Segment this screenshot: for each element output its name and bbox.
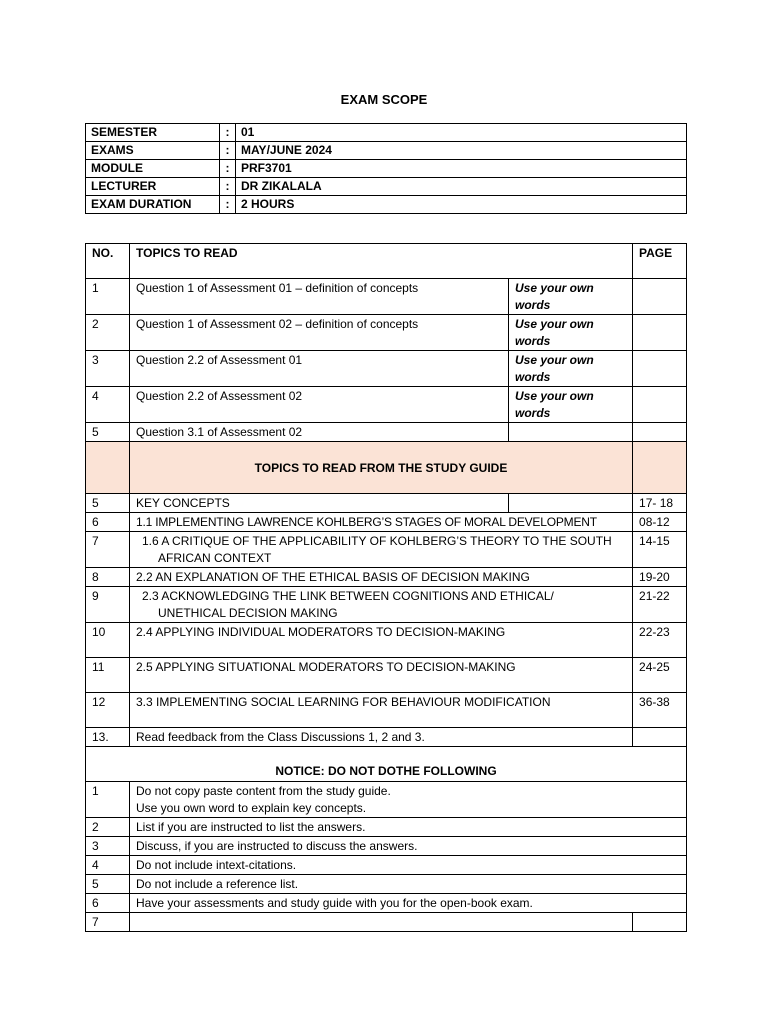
- row-page: 19-20: [633, 568, 687, 587]
- row-note: Use your own words: [509, 315, 633, 351]
- table-row: [86, 587, 687, 623]
- row-notice: Discuss, if you are instructed to discuss the answers.: [130, 837, 687, 856]
- row-no: 2: [86, 315, 130, 351]
- header-page: PAGE: [633, 244, 687, 279]
- row-note: Use your own words: [509, 279, 633, 315]
- info-row-duration: [86, 196, 687, 214]
- table-row: [86, 837, 687, 856]
- info-separator: :: [220, 196, 236, 214]
- row-topic-text: 1.6 A CRITIQUE OF THE APPLICABILITY OF KOHLBERG’S THEORY TO THE SOUTH AFRICAN CONTEXT: [142, 534, 612, 565]
- table-row: [86, 913, 687, 932]
- table-row: [86, 351, 687, 387]
- exam-info-table: [85, 123, 687, 214]
- row-no: 1: [86, 782, 130, 818]
- row-notice: List if you are instructed to list the answers.: [130, 818, 687, 837]
- info-row-module: [86, 160, 687, 178]
- row-topic: Question 1 of Assessment 01 – definition of concepts: [130, 279, 509, 315]
- notice-heading: NOTICE: DO NOT DOTHE FOLLOWING: [86, 747, 687, 782]
- row-no: 13.: [86, 728, 130, 747]
- info-value: MAY/JUNE 2024: [236, 142, 687, 160]
- study-guide-heading-row: [86, 442, 687, 494]
- table-row: [86, 532, 687, 568]
- table-row: [86, 856, 687, 875]
- row-page: 21-22: [633, 587, 687, 623]
- row-notice: Have your assessments and study guide with you for the open-book exam.: [130, 894, 687, 913]
- table-row: [86, 387, 687, 423]
- row-note: Use your own words: [509, 387, 633, 423]
- notice-line: Use you own word to explain key concepts.: [136, 801, 367, 815]
- row-note: Use your own words: [509, 351, 633, 387]
- info-value: 2 HOURS: [236, 196, 687, 214]
- table-row: [86, 315, 687, 351]
- row-topic: 2.2 AN EXPLANATION OF THE ETHICAL BASIS OF DECISION MAKING: [130, 568, 633, 587]
- row-topic: Question 2.2 of Assessment 02: [130, 387, 509, 423]
- document-title: EXAM SCOPE: [340, 92, 428, 107]
- row-no: 4: [86, 387, 130, 423]
- info-separator: :: [220, 160, 236, 178]
- row-page: 22-23: [633, 623, 687, 658]
- row-topic: 2.5 APPLYING SITUATIONAL MODERATORS TO DECISION-MAKING: [130, 658, 633, 693]
- table-row: [86, 568, 687, 587]
- info-separator: :: [220, 178, 236, 196]
- info-label: LECTURER: [86, 178, 220, 196]
- table-row: [86, 623, 687, 658]
- table-row: [86, 494, 687, 513]
- info-row-semester: [86, 124, 687, 142]
- row-page: [633, 728, 687, 747]
- info-row-exams: [86, 142, 687, 160]
- topics-header-row: [86, 244, 687, 279]
- row-topic: KEY CONCEPTS: [130, 494, 509, 513]
- row-no: 11: [86, 658, 130, 693]
- row-topic-text: 2.3 ACKNOWLEDGING THE LINK BETWEEN COGNITIONS AND ETHICAL/ UNETHICAL DECISION MAKING: [142, 589, 554, 620]
- info-label: MODULE: [86, 160, 220, 178]
- row-no: 8: [86, 568, 130, 587]
- row-topic: Read feedback from the Class Discussions 1, 2 and 3.: [130, 728, 633, 747]
- row-topic: Question 1 of Assessment 02 – definition of concepts: [130, 315, 509, 351]
- topics-table: [85, 243, 687, 932]
- row-no: 3: [86, 351, 130, 387]
- row-topic: Question 2.2 of Assessment 01: [130, 351, 509, 387]
- row-notice: Do not include a reference list.: [130, 875, 687, 894]
- row-note: [509, 494, 633, 513]
- table-row: [86, 782, 687, 818]
- info-label: EXAM DURATION: [86, 196, 220, 214]
- row-note: [509, 423, 633, 442]
- row-page: [633, 913, 687, 932]
- table-row: [86, 279, 687, 315]
- row-page: [633, 423, 687, 442]
- heading-blank-cell: [633, 442, 687, 494]
- table-row: [86, 894, 687, 913]
- row-no: 7: [86, 913, 130, 932]
- row-no: 1: [86, 279, 130, 315]
- row-no: 5: [86, 494, 130, 513]
- info-value: PRF3701: [236, 160, 687, 178]
- row-page: 17- 18: [633, 494, 687, 513]
- row-page: [633, 351, 687, 387]
- heading-blank-cell: [86, 442, 130, 494]
- row-no: 4: [86, 856, 130, 875]
- row-page: [633, 387, 687, 423]
- row-no: 3: [86, 837, 130, 856]
- row-no: 5: [86, 875, 130, 894]
- info-value: DR ZIKALALA: [236, 178, 687, 196]
- row-page: [633, 315, 687, 351]
- table-row: [86, 875, 687, 894]
- row-no: 6: [86, 894, 130, 913]
- row-no: 7: [86, 532, 130, 568]
- row-no: 10: [86, 623, 130, 658]
- row-topic: Question 3.1 of Assessment 02: [130, 423, 509, 442]
- notice-line: Do not copy paste content from the study guide.: [136, 784, 391, 798]
- info-value: 01: [236, 124, 687, 142]
- row-page: [633, 279, 687, 315]
- row-page: 36-38: [633, 693, 687, 728]
- row-topic: 1.1 IMPLEMENTING LAWRENCE KOHLBERG’S STAGES OF MORAL DEVELOPMENT: [130, 513, 633, 532]
- row-no: 9: [86, 587, 130, 623]
- header-no: NO.: [86, 244, 130, 279]
- row-topic: [130, 587, 633, 623]
- row-topic: 2.4 APPLYING INDIVIDUAL MODERATORS TO DECISION-MAKING: [130, 623, 633, 658]
- table-row: [86, 693, 687, 728]
- row-notice: [130, 782, 687, 818]
- row-no: 2: [86, 818, 130, 837]
- row-topic: 3.3 IMPLEMENTING SOCIAL LEARNING FOR BEHAVIOUR MODIFICATION: [130, 693, 633, 728]
- row-no: 5: [86, 423, 130, 442]
- table-row: [86, 423, 687, 442]
- row-page: 14-15: [633, 532, 687, 568]
- row-no: 12: [86, 693, 130, 728]
- info-row-lecturer: [86, 178, 687, 196]
- info-label: EXAMS: [86, 142, 220, 160]
- table-row: [86, 818, 687, 837]
- info-label: SEMESTER: [86, 124, 220, 142]
- row-topic: [130, 532, 633, 568]
- study-guide-heading: TOPICS TO READ FROM THE STUDY GUIDE: [130, 442, 633, 494]
- header-topics: TOPICS TO READ: [130, 244, 633, 279]
- info-separator: :: [220, 142, 236, 160]
- row-page: 24-25: [633, 658, 687, 693]
- table-row: [86, 513, 687, 532]
- row-no: 6: [86, 513, 130, 532]
- row-page: 08-12: [633, 513, 687, 532]
- row-notice: Do not include intext-citations.: [130, 856, 687, 875]
- info-separator: :: [220, 124, 236, 142]
- row-notice: [130, 913, 633, 932]
- notice-heading-row: [86, 747, 687, 782]
- table-row: [86, 658, 687, 693]
- table-row: [86, 728, 687, 747]
